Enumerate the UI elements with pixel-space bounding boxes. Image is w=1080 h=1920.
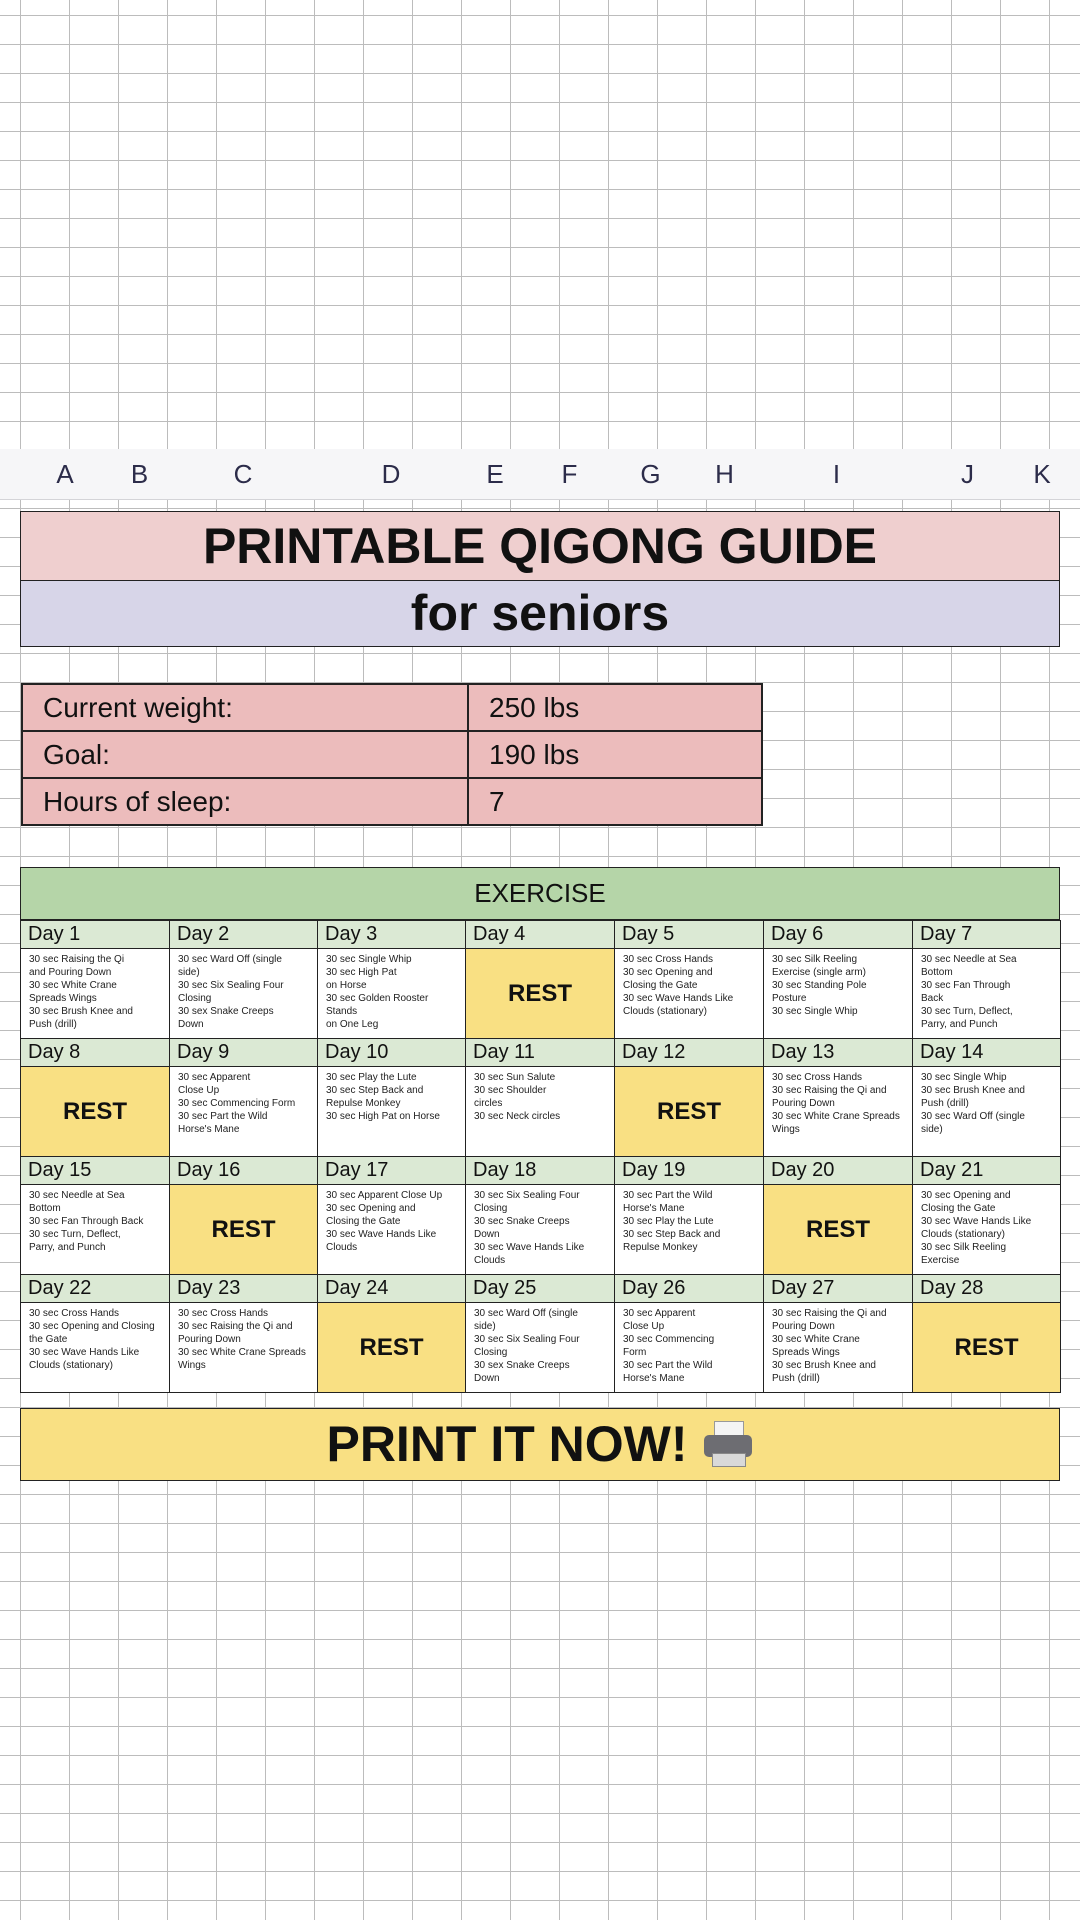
stat-value[interactable]: 190 lbs	[468, 731, 762, 778]
column-header-bar	[0, 449, 1080, 500]
week-day-header-row	[21, 1275, 1061, 1303]
day-label[interactable]: Day 3	[318, 921, 466, 949]
column-header-e[interactable]: E	[486, 459, 504, 489]
day-label[interactable]: Day 5	[615, 921, 764, 949]
day-label[interactable]: Day 18	[466, 1157, 615, 1185]
day-label[interactable]: Day 13	[764, 1039, 913, 1067]
printer-icon	[702, 1419, 754, 1469]
day-label[interactable]: Day 27	[764, 1275, 913, 1303]
exercise-cell[interactable]: 30 sec Apparent Close Up 30 sec Commencing Form 30 sec Part the Wild Horse's Mane	[615, 1303, 764, 1393]
print-button[interactable]	[20, 1408, 1060, 1481]
day-label[interactable]: Day 1	[21, 921, 170, 949]
day-label[interactable]: Day 20	[764, 1157, 913, 1185]
column-header-c[interactable]: C	[233, 459, 253, 489]
column-header-g[interactable]: G	[640, 459, 661, 489]
exercise-cell[interactable]: 30 sec Cross Hands 30 sec Raising the Qi and Pouring Down 30 sec White Crane Spreads Wings	[170, 1303, 318, 1393]
day-label[interactable]: Day 2	[170, 921, 318, 949]
exercise-cell[interactable]: 30 sec Raising the Qi and Pouring Down 30 sec White Crane Spreads Wings 30 sec Brush Knee and Push (drill)	[764, 1303, 913, 1393]
day-label[interactable]: Day 28	[913, 1275, 1061, 1303]
rest-cell[interactable]: REST	[318, 1303, 466, 1393]
week-day-header-row	[21, 1157, 1061, 1185]
stat-label[interactable]: Goal:	[22, 731, 468, 778]
day-label[interactable]: Day 24	[318, 1275, 466, 1303]
exercise-cell[interactable]: 30 sec Ward Off (single side) 30 sec Six Sealing Four Closing 30 sex Snake Creeps Down	[466, 1303, 615, 1393]
exercise-cell[interactable]: 30 sec Cross Hands 30 sec Opening and Closing the Gate 30 sec Wave Hands Like Clouds (stationary)	[21, 1303, 170, 1393]
day-label[interactable]: Day 8	[21, 1039, 170, 1067]
week-exercise-row	[21, 949, 1061, 1039]
week-exercise-row	[21, 1303, 1061, 1393]
day-label[interactable]: Day 14	[913, 1039, 1061, 1067]
day-label[interactable]: Day 26	[615, 1275, 764, 1303]
week-day-header-row	[21, 1039, 1061, 1067]
exercise-cell[interactable]: 30 sec Cross Hands 30 sec Opening and Closing the Gate 30 sec Wave Hands Like Clouds (stationary)	[615, 949, 764, 1039]
day-label[interactable]: Day 16	[170, 1157, 318, 1185]
rest-cell[interactable]: REST	[466, 949, 615, 1039]
stats-row-goal	[22, 731, 762, 778]
exercise-cell[interactable]: 30 sec Sun Salute 30 sec Shoulder circles 30 sec Neck circles	[466, 1067, 615, 1157]
column-header-d[interactable]: D	[381, 459, 401, 489]
exercise-cell[interactable]: 30 sec Needle at Sea Bottom 30 sec Fan Through Back 30 sec Turn, Deflect, Parry, and Punch	[913, 949, 1061, 1039]
exercise-calendar	[20, 920, 1061, 1393]
exercise-cell[interactable]: 30 sec Six Sealing Four Closing 30 sec Snake Creeps Down 30 sec Wave Hands Like Clouds	[466, 1185, 615, 1275]
exercise-cell[interactable]: 30 sec Apparent Close Up 30 sec Commencing Form 30 sec Part the Wild Horse's Mane	[170, 1067, 318, 1157]
day-label[interactable]: Day 11	[466, 1039, 615, 1067]
day-label[interactable]: Day 17	[318, 1157, 466, 1185]
exercise-cell[interactable]: 30 sec Needle at Sea Bottom 30 sec Fan Through Back 30 sec Turn, Deflect, Parry, and Punch	[21, 1185, 170, 1275]
exercise-cell[interactable]: 30 sec Raising the Qi and Pouring Down 30 sec White Crane Spreads Wings 30 sec Brush Knee and Push (drill)	[21, 949, 170, 1039]
column-header-a[interactable]: A	[56, 459, 74, 489]
stats-row-weight	[22, 684, 762, 731]
exercise-cell[interactable]: 30 sec Cross Hands 30 sec Raising the Qi and Pouring Down 30 sec White Crane Spreads Wings	[764, 1067, 913, 1157]
page-title[interactable]: PRINTABLE QIGONG GUIDE	[20, 511, 1060, 581]
week-exercise-row	[21, 1067, 1061, 1157]
rest-cell[interactable]: REST	[21, 1067, 170, 1157]
rest-cell[interactable]: REST	[615, 1067, 764, 1157]
stats-table	[21, 683, 763, 826]
column-header-b[interactable]: B	[130, 459, 149, 489]
day-label[interactable]: Day 19	[615, 1157, 764, 1185]
exercise-cell[interactable]: 30 sec Apparent Close Up 30 sec Opening and Closing the Gate 30 sec Wave Hands Like Clouds	[318, 1185, 466, 1275]
day-label[interactable]: Day 10	[318, 1039, 466, 1067]
day-label[interactable]: Day 7	[913, 921, 1061, 949]
day-label[interactable]: Day 21	[913, 1157, 1061, 1185]
exercise-cell[interactable]: 30 sec Single Whip 30 sec Brush Knee and Push (drill) 30 sec Ward Off (single side)	[913, 1067, 1061, 1157]
exercise-cell[interactable]: 30 sec Single Whip 30 sec High Pat on Horse 30 sec Golden Rooster Stands on One Leg	[318, 949, 466, 1039]
day-label[interactable]: Day 4	[466, 921, 615, 949]
exercise-cell[interactable]: 30 sec Ward Off (single side) 30 sec Six Sealing Four Closing 30 sex Snake Creeps Down	[170, 949, 318, 1039]
day-label[interactable]: Day 22	[21, 1275, 170, 1303]
column-header-i[interactable]: I	[832, 459, 841, 489]
column-header-h[interactable]: H	[715, 459, 734, 489]
rest-cell[interactable]: REST	[170, 1185, 318, 1275]
week-day-header-row	[21, 921, 1061, 949]
day-label[interactable]: Day 6	[764, 921, 913, 949]
column-header-f[interactable]: F	[561, 459, 578, 489]
page-subtitle[interactable]: for seniors	[20, 581, 1060, 647]
exercise-cell[interactable]: 30 sec Opening and Closing the Gate 30 sec Wave Hands Like Clouds (stationary) 30 sec Silk Reeling Exercise	[913, 1185, 1061, 1275]
stat-label[interactable]: Current weight:	[22, 684, 468, 731]
stat-value[interactable]: 250 lbs	[468, 684, 762, 731]
exercise-cell[interactable]: 30 sec Silk Reeling Exercise (single arm) 30 sec Standing Pole Posture 30 sec Single Whip	[764, 949, 913, 1039]
day-label[interactable]: Day 23	[170, 1275, 318, 1303]
rest-cell[interactable]: REST	[913, 1303, 1061, 1393]
day-label[interactable]: Day 25	[466, 1275, 615, 1303]
stat-label[interactable]: Hours of sleep:	[22, 778, 468, 825]
day-label[interactable]: Day 12	[615, 1039, 764, 1067]
stats-row-sleep	[22, 778, 762, 825]
column-header-k[interactable]: K	[1033, 459, 1051, 489]
rest-cell[interactable]: REST	[764, 1185, 913, 1275]
exercise-cell[interactable]: 30 sec Play the Lute 30 sec Step Back and Repulse Monkey 30 sec High Pat on Horse	[318, 1067, 466, 1157]
exercise-header[interactable]: EXERCISE	[20, 867, 1060, 920]
day-label[interactable]: Day 15	[21, 1157, 170, 1185]
column-header-j[interactable]: J	[961, 459, 974, 489]
week-exercise-row	[21, 1185, 1061, 1275]
exercise-cell[interactable]: 30 sec Part the Wild Horse's Mane 30 sec Play the Lute 30 sec Step Back and Repulse Monkey	[615, 1185, 764, 1275]
print-button-label: PRINT IT NOW!	[326, 1416, 688, 1472]
stat-value[interactable]: 7	[468, 778, 762, 825]
day-label[interactable]: Day 9	[170, 1039, 318, 1067]
